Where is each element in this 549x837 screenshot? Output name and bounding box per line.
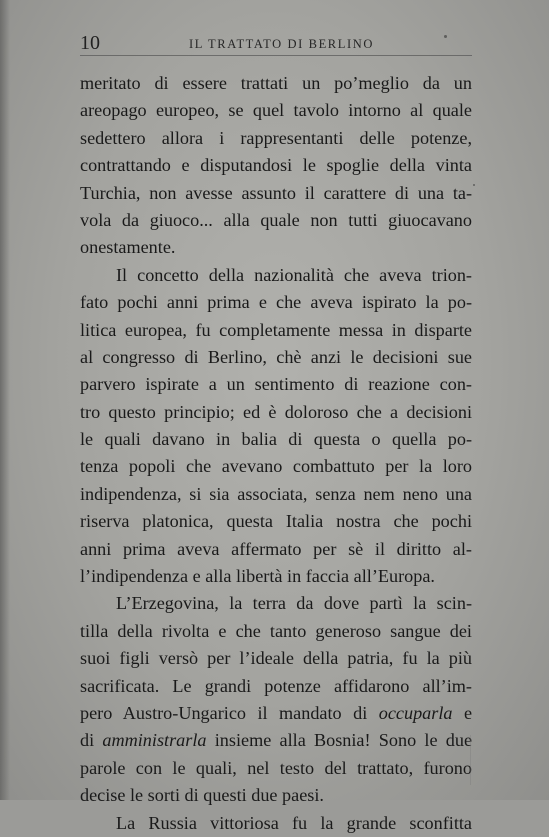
text-line: tenza popoli che avevano combattuto per la loro [80,456,472,477]
text-line: meritato di essere trattati un po’meglio da un [80,73,472,93]
text-line: contrattando e disputandosi le spoglie della vinta [80,155,472,176]
text-line: sacrificata. Le grandi potenze affidarono all’im- [80,675,472,696]
text-line: litica europea, fu completamente messa in disparte [80,319,472,340]
text-line: tro questo principio; ed è doloroso che a decisioni [80,401,472,422]
text-line: areopago europeo, se quel tavolo intorno al quale [80,100,472,121]
paragraph-start-line: Il concetto della nazionalità che aveva trion- [116,264,472,285]
paper-crease [470,735,471,785]
text-line: sedettero allora i rappresentanti delle potenze, [80,127,472,148]
text-line: parole con le quali, nel testo del trattato, furono [80,757,472,778]
text-line-with-italic [80,700,472,727]
text-line: parvero ispirate a un sentimento di reazione con- [80,374,472,395]
paragraph-start-line: L’Erzegovina, la terra da dove partì la scin- [116,593,472,614]
text-line: vola da giuoco... alla quale non tutti giuocavano [80,209,472,230]
text-line: suoi figli versò per l’ideale della patria, fu la più [80,648,472,669]
page-header [80,31,472,57]
italic-term: occuparla [378,702,453,723]
text-line: riserva platonica, questa Italia nostra che pochi [80,511,472,532]
text-line: le quali davano in balia di questa o quella po- [80,429,472,450]
text-line: Turchia, non avesse assunto il carattere di una ta- [80,182,472,203]
text-line: indipendenza, si sia associata, senza nem neno una [80,483,472,504]
body-text [80,70,472,837]
running-head: IL TRATTATO DI BERLINO [189,37,374,51]
page-number: 10 [80,32,100,54]
text-line: decise le sorti di questi due paesi. [80,785,324,806]
text-line: l’indipendenza e alla libertà in faccia all’Europa. [80,566,435,587]
italic-term: amministrarla [102,730,207,751]
text-segment: e [463,702,473,723]
paper-speck [473,184,475,186]
page-edge-shadow [0,0,10,800]
text-line: onestamente. [80,237,176,258]
paper-speck [444,35,447,38]
text-line-with-italic [80,727,472,754]
text-segment: insieme alla Bosnia! Sono le due [214,730,473,751]
paragraph-start-line: La Russia vittoriosa fu la grande sconfitta [116,812,472,833]
header-rule [80,55,472,56]
text-segment: pero Austro-Ungarico il mandato di [80,702,368,723]
text-segment: di [80,730,95,751]
text-line: anni prima aveva affermato per sè il diritto al- [80,538,472,559]
text-line: fato pochi anni prima e che aveva ispirato la po- [80,292,472,313]
text-line: tilla della rivolta e che tanto generoso sangue dei [80,620,472,641]
text-line: al congresso di Berlino, chè anzi le decisioni sue [80,346,472,367]
